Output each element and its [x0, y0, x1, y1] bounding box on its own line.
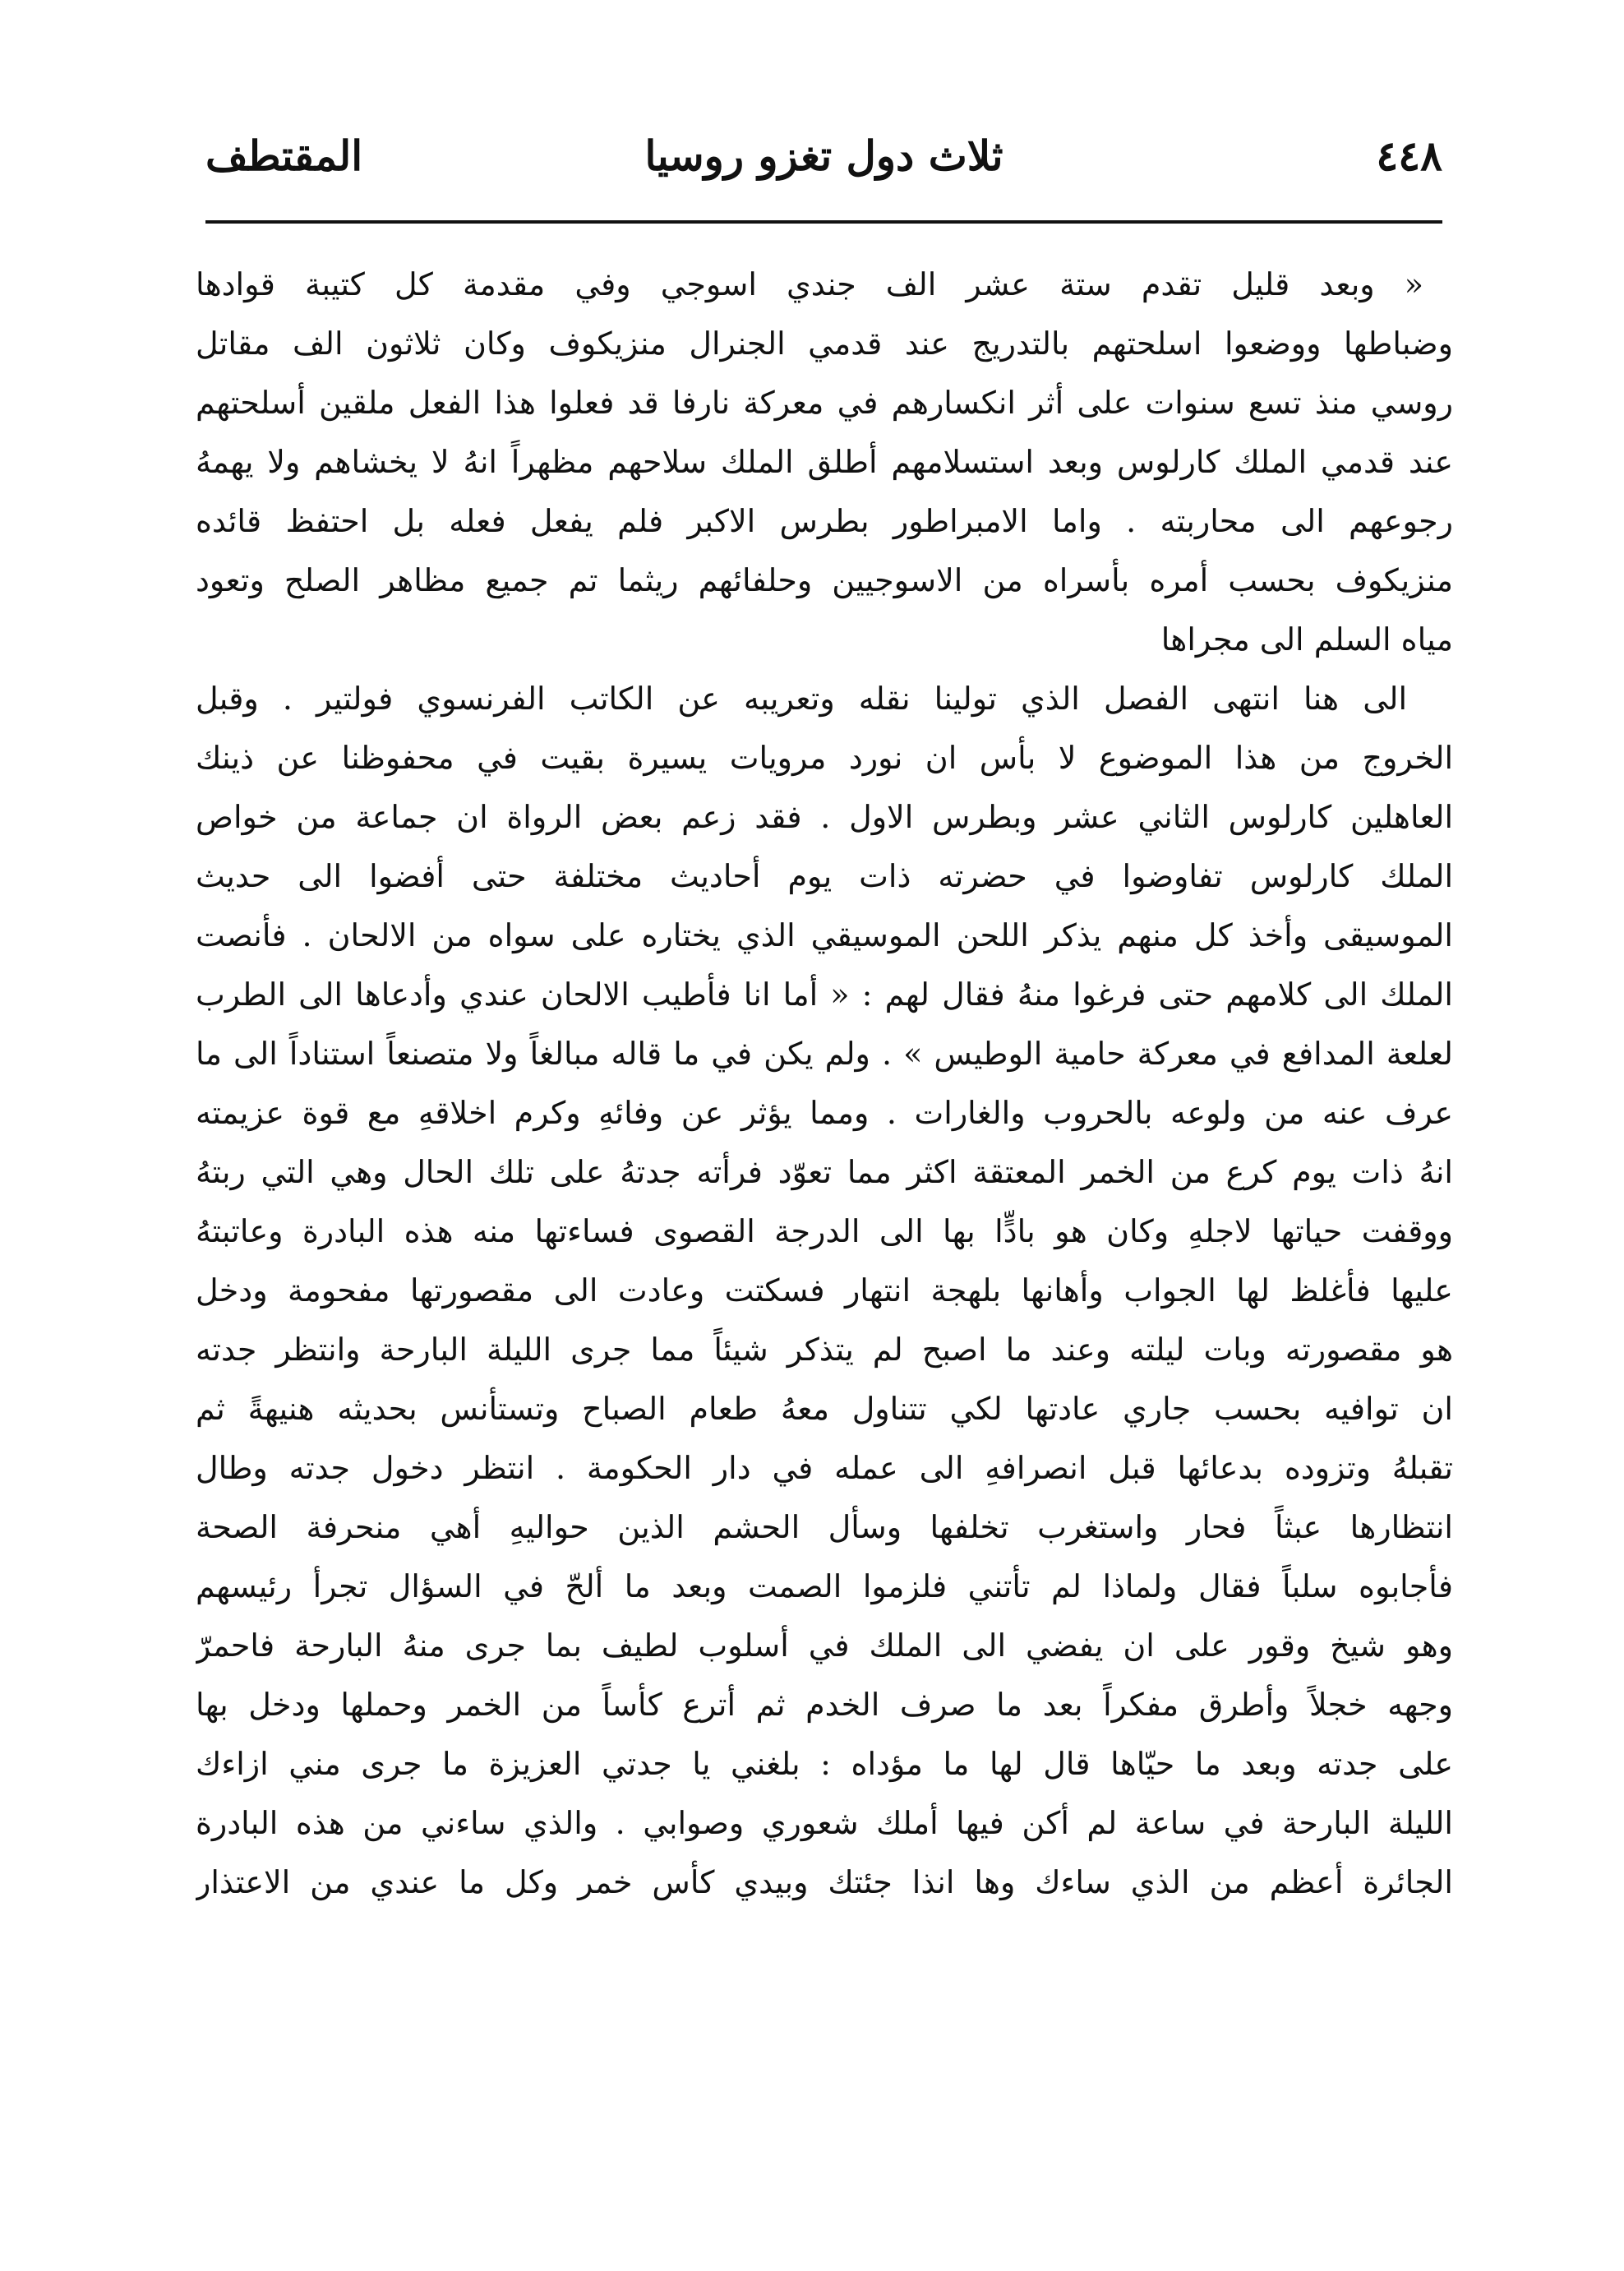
text-line: عليها فأغلظ لها الجواب وأهانها بلهجة انتهار فسكتت وعادت الى مقصورتها مفحومة ودخل [196, 1272, 1453, 1309]
text-line: منزيكوف بحسب أمره بأسراه من الاسوجيين وحلفائهم ريثما تم جميع مظاهر الصلح وتعود [196, 562, 1453, 598]
text-line: وجهه خجلاً وأطرق مفكراً بعد ما صرف الخدم ثم أترع كأساً من الخمر وحملها ودخل بها [196, 1687, 1453, 1723]
text-line: ان توافيه بحسب جاري عادتها لكي تتناول معهُ طعام الصباح وتستأنس بحديثه هنيهةً ثم [196, 1391, 1453, 1427]
text-line: الليلة البارحة في ساعة لم أكن فيها أملك شعوري وصوابي . والذي ساءني من هذه البادرة [196, 1805, 1453, 1841]
running-title: ثلاث دول تغزو روسيا [644, 132, 1003, 180]
text-line: هو مقصورته وبات ليلته وعند ما اصبح لم يتذكر شيئاً مما جرى الليلة البارحة وانتظر جدته [196, 1332, 1453, 1368]
article-body [196, 255, 1453, 1912]
text-line: انهُ ذات يوم كرع من الخمر المعتقة اكثر مما تعوّد فرأته جدتهُ على تلك الحال وهي التي ربتهُ [196, 1154, 1453, 1190]
text-line: على جدته وبعد ما حيّاها قال لها ما مؤداه : بلغني يا جدتي العزيزة ما جرى مني ازاءك [196, 1746, 1453, 1782]
text-line: رجوعهم الى محاربته . واما الامبراطور بطرس الاكبر فلم يفعل فعله بل احتفظ قائده [196, 503, 1453, 539]
text-line: الجائرة أعظم من الذي ساءك وها انذا جئتك وبيدي كأس خمر وكل ما عندي من الاعتذار [196, 1864, 1453, 1900]
page-header [205, 123, 1442, 189]
text-line: الموسيقى وأخذ كل منهم يذكر اللحن الموسيقي الذي يختاره على سواه من الالحان . فأنصت [196, 917, 1453, 953]
text-line: الى هنا انتهى الفصل الذي تولينا نقله وتعريبه عن الكاتب الفرنسوي فولتير . وقبل [196, 681, 1407, 717]
page-number: ٤٤٨ [1376, 132, 1442, 180]
text-line: تقبلهُ وتزوده بدعائها قبل انصرافهِ الى عمله في دار الحكومة . انتظر دخول جدته وطال [196, 1450, 1453, 1486]
text-line: روسي منذ تسع سنوات على أثر انكسارهم في معركة نارفا قد فعلوا هذا الفعل ملقين أسلحتهم [196, 385, 1453, 421]
text-line: لعلعة المدافع في معركة حامية الوطيس » . ولم يكن في ما قاله مبالغاً ولا متصنعاً استناداً الى ما [196, 1036, 1453, 1072]
text-line: الملك الى كلامهم حتى فرغوا منهُ فقال لهم : « أما انا فأطيب الالحان عندي وأدعاها الى الطرب [196, 976, 1453, 1013]
text-line: انتظارها عبثاً فحار واستغرب تخلفها وسأل الحشم الذين حواليهِ أهي منحرفة الصحة [196, 1509, 1453, 1545]
text-line: فأجابوه سلباً فقال ولماذا لم تأتني فلزموا الصمت وبعد ما ألحّ في السؤال تجرأ رئيسهم [196, 1568, 1453, 1604]
text-line: عرف عنه من ولوعه بالحروب والغارات . ومما يؤثر عن وفائهِ وكرم اخلاقهِ مع قوة عزيمته [196, 1095, 1453, 1131]
text-line: الملك كارلوس تفاوضوا في حضرته ذات يوم أحاديث مختلفة حتى أفضوا الى حديث [196, 858, 1453, 894]
text-line: عند قدمي الملك كارلوس وبعد استسلامهم أطلق الملك سلاحهم مظهراً انهُ لا يخشاهم ولا يهمهُ [196, 444, 1453, 480]
text-line: الخروج من هذا الموضوع لا بأس ان نورد مرويات يسيرة بقيت في محفوظنا عن ذينك [196, 740, 1453, 776]
header-rule [205, 220, 1442, 224]
text-line: « وبعد قليل تقدم ستة عشر الف جندي اسوجي وفي مقدمة كل كتيبة قوادها [196, 266, 1423, 302]
text-line: ووقفت حياتها لاجلهِ وكان هو بادٍّا بها الى الدرجة القصوى فساءتها منه هذه البادرة وعاتبتهُ [196, 1213, 1453, 1249]
text-line: وهو شيخ وقور على ان يفضي الى الملك في أسلوب لطيف بما جرى منهُ البارحة فاحمرّ [196, 1627, 1453, 1664]
journal-name: المقتطف [205, 132, 363, 180]
text-line: مياه السلم الى مجراها [1160, 621, 1453, 658]
text-line: العاهلين كارلوس الثاني عشر وبطرس الاول . فقد زعم بعض الرواة ان جماعة من خواص [196, 799, 1453, 835]
text-line: وضباطها ووضعوا اسلحتهم بالتدريج عند قدمي الجنرال منزيكوف وكان ثلاثون الف مقاتل [196, 325, 1453, 362]
